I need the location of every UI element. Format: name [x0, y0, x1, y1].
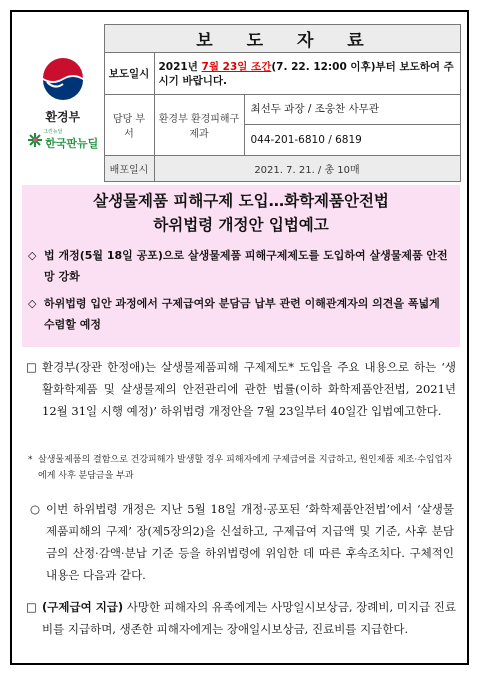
dist-label: 배포일시 — [104, 156, 154, 182]
new-deal-star-icon — [27, 132, 43, 148]
document-title: 보 도 자 료 — [104, 25, 460, 53]
ministry-name: 환경부 — [45, 109, 81, 124]
headline-line-1: 살생물제품 피해구제 도입…화학제품안전법 — [93, 192, 389, 210]
circle-bullet-icon: ○ — [30, 502, 41, 516]
square-bullet-icon: □ — [26, 360, 37, 374]
diamond-bullet-icon: ◇ — [28, 297, 37, 310]
dist-value: 2021. 7. 21. / 총 10매 — [154, 156, 460, 182]
paragraph-2-text: 이번 하위법령 개정은 지난 5월 18일 개정·공포된 ‘화학제품안전법’에서 ‘살생물제품피해의 구제’ 장(제5장의2)을 신설하고, 구제급여 지급액 및 기준, 사후 분담금의 산정·감액·분납 기준 등을 하위법령에 위임한 데 따른 후속조치다. 구체적인 내용은 다음과 같다. — [46, 502, 454, 582]
paragraph-3-text — [42, 596, 456, 640]
dept-name: 환경부 환경피해구제과 — [154, 95, 244, 156]
key-point-2 — [28, 293, 454, 335]
release-embargo — [154, 53, 460, 95]
diamond-bullet-icon: ◇ — [28, 249, 37, 262]
headline-line-2: 하위법령 개정안 입법예고 — [153, 216, 329, 234]
key-point-1 — [28, 245, 454, 287]
paragraph-1-text: 환경부(장관 한정애)는 살생물제품피해 구제제도* 도입을 주요 내용으로 하는 ‘생활화학제품 및 살생물제의 안전관리에 관한 법률(이하 화학제품안전법, 2021년 12월 31일 시행 예정)’ 하위법령 개정안을 7월 23일부터 40일간 입법예고한다. — [42, 360, 456, 418]
paragraph-3-body: 사망한 피해자의 유족에게는 사망일시보상금, 장례비, 미지급 진료비를 지급하며, 생존한 피해자에게는 장애일시보상금, 진료비를 지급한다. — [42, 600, 457, 636]
paragraph-2 — [30, 498, 454, 586]
footnote-mark: * — [28, 455, 33, 465]
government-emblem-icon — [39, 56, 87, 104]
square-bullet-icon: □ — [26, 600, 37, 614]
korea-new-deal-label: 한국판뉴딜 — [45, 136, 99, 150]
footnote — [28, 452, 456, 484]
release-date-highlight: 7월 23일 조간 — [201, 60, 272, 73]
key-point-1-text: 법 개정(5월 18일 공포)으로 살생물제품 피해구제제도를 도입하여 살생물제품 안전망 강화 — [44, 249, 448, 283]
contact-phone: 044-201-6810 / 6819 — [250, 134, 362, 146]
contact-name: 최선두 과장 / 조웅찬 사무관 — [245, 95, 460, 125]
press-release-page — [10, 10, 469, 665]
logo-panel — [22, 25, 104, 182]
headline-box — [22, 185, 460, 347]
paragraph-1 — [26, 356, 456, 422]
release-label: 보도일시 — [104, 53, 154, 95]
contact-cell — [244, 95, 460, 156]
release-date-suffix: (7. 22. 12:00 이후)부터 보도하여 주시기 바랍니다. — [158, 60, 454, 87]
press-release-header — [22, 24, 461, 182]
dept-label: 담당 부서 — [104, 95, 154, 156]
paragraph-3 — [26, 596, 456, 640]
release-date-prefix: 2021년 — [158, 60, 202, 73]
korea-new-deal-logo — [22, 129, 104, 151]
green-new-deal-label: 그린뉴딜 — [43, 128, 63, 135]
paragraph-3-heading: (구제급여 지급) — [42, 600, 124, 614]
footnote-text: 살생물제품의 결함으로 건강피해가 발생할 경우 피해자에게 구제급여를 지급하고, 원인제품 제조·수입업자에게 사후 분담금을 부과 — [38, 455, 453, 481]
key-point-2-text: 하위법령 입안 과정에서 구제급여와 분담금 납부 관련 이해관계자의 의견을 폭넓게 수렴할 예정 — [44, 297, 440, 331]
